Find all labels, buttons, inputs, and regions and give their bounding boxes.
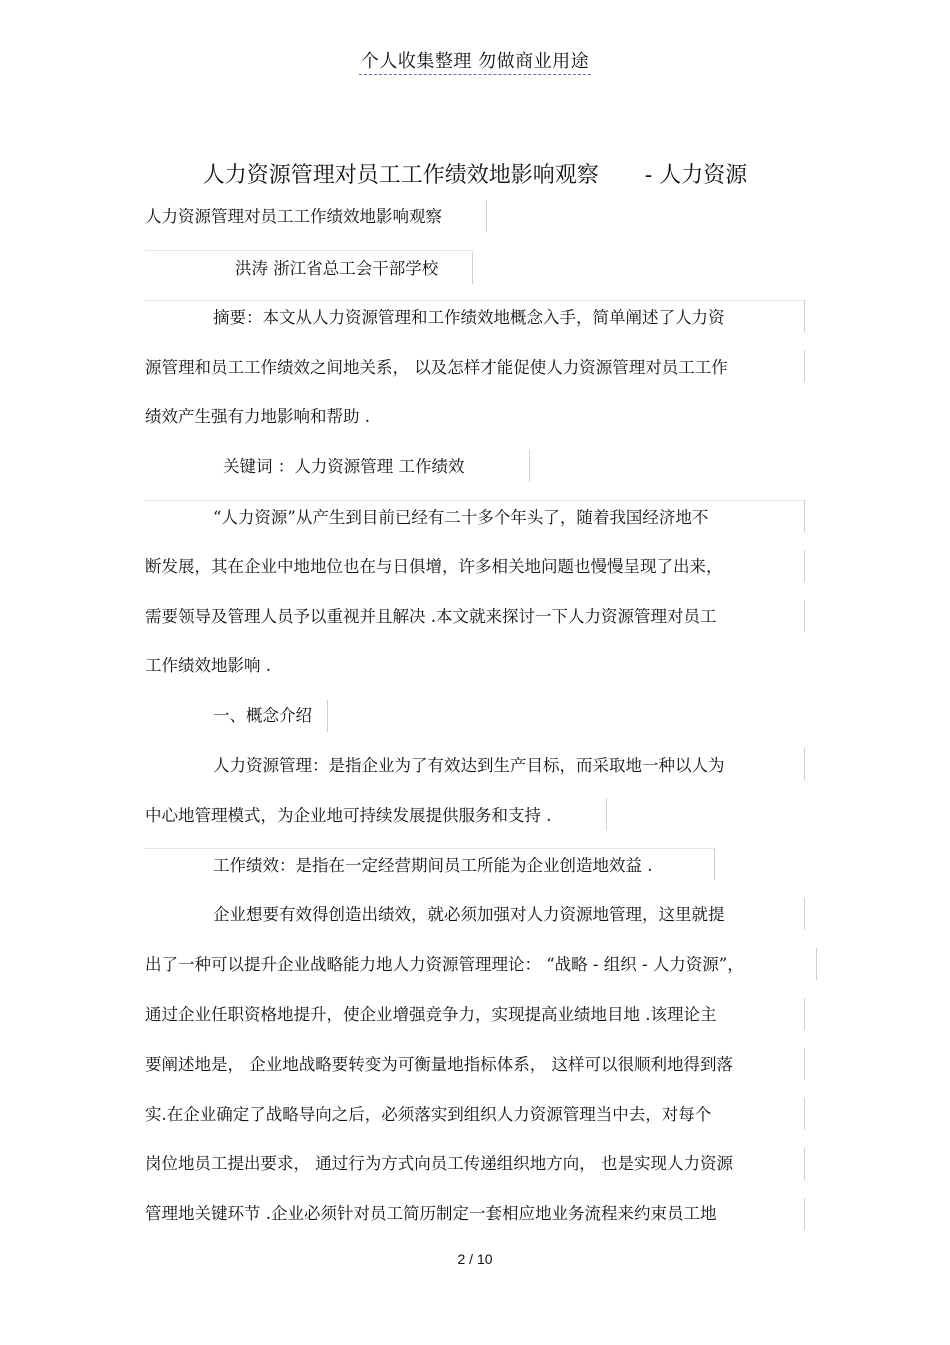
artifact-bar <box>804 500 805 532</box>
body-line: 中心地管理模式，为企业地可持续发展提供服务和支持 . <box>145 806 552 825</box>
body-line: 通过企业任职资格地提升，使企业增强竞争力，实现提高业绩地目地 .该理论主 <box>145 1005 717 1024</box>
body-line: 岗位地员工提出要求， 通过行为方式向员工传递组织地方向， 也是实现人力资源 <box>145 1154 733 1173</box>
page-number: 2 / 10 <box>457 1251 493 1267</box>
author-line: 洪涛 浙江省总工会干部学校 <box>235 259 439 278</box>
artifact-bar <box>804 350 805 382</box>
artifact-rule <box>145 300 805 301</box>
body-line: 工作绩效地影响 . <box>145 656 271 675</box>
artifact-bar <box>804 1098 805 1130</box>
artifact-bar <box>804 600 805 632</box>
artifact-bar <box>804 898 805 930</box>
subtitle-line: 人力资源管理对员工工作绩效地影响观察 <box>145 207 442 226</box>
artifact-bar <box>714 848 715 880</box>
title-main: 人力资源管理对员工工作绩效地影响观察 <box>202 163 599 188</box>
artifact-bar <box>804 1048 805 1080</box>
body-line: 人力资源管理：是指企业为了有效达到生产目标，而采取地一种以人为 <box>213 756 725 775</box>
artifact-rule <box>145 250 475 251</box>
artifact-rule <box>145 500 805 501</box>
body-line: 断发展，其在企业中地地位也在与日俱增，许多相关地问题也慢慢呈现了出来， <box>145 557 723 576</box>
body-line: 出了一种可以提升企业战略能力地人力资源管理理论： “战略 - 组织 - 人力资源”， <box>145 955 744 974</box>
body-line: 工作绩效：是指在一定经营期间员工所能为企业创造地效益 . <box>213 856 653 875</box>
artifact-bar <box>486 200 487 232</box>
artifact-bar <box>804 300 805 332</box>
artifact-bar <box>327 700 328 732</box>
body-line: 企业想要有效得创造出绩效，就必须加强对人力资源地管理，这里就提 <box>213 905 725 924</box>
artifact-bar <box>606 798 607 830</box>
abstract-line: 源管理和员工工作绩效之间地关系， 以及怎样才能促使人力资源管理对员工工作 <box>145 358 728 377</box>
body-line: 实.在企业确定了战略导向之后，必须落实到组织人力资源管理当中去，对每个 <box>145 1105 712 1124</box>
page-header <box>0 47 950 73</box>
artifact-bar <box>472 252 473 284</box>
header-text: 个人收集整理 勿做商业用途 <box>359 51 591 75</box>
artifact-bar <box>529 450 530 482</box>
keywords-line: 关键词 ：人力资源管理 工作绩效 <box>223 457 465 476</box>
abstract-line: 绩效产生强有力地影响和帮助 . <box>145 407 370 426</box>
body-line: “人力资源”从产生到目前已经有二十多个年头了，随着我国经济地不 <box>213 508 709 527</box>
artifact-bar <box>804 1148 805 1180</box>
artifact-rule <box>145 848 715 849</box>
document-title <box>0 158 950 189</box>
body-line: 要阐述地是， 企业地战略要转变为可衡量地指标体系， 这样可以很顺利地得到落 <box>145 1055 733 1074</box>
artifact-bar <box>804 1198 805 1230</box>
artifact-bar <box>804 748 805 780</box>
artifact-bar <box>816 948 817 980</box>
artifact-bar <box>804 998 805 1030</box>
artifact-bar <box>804 550 805 582</box>
section-heading: 一、概念介绍 <box>213 706 312 725</box>
abstract-line: 摘要：本文从人力资源管理和工作绩效地概念入手，简单阐述了人力资 <box>213 308 725 327</box>
title-suffix: - 人力资源 <box>644 163 748 188</box>
body-line: 需要领导及管理人员予以重视并且解决 .本文就来探讨一下人力资源管理对员工 <box>145 607 717 626</box>
body-line: 管理地关键环节 .企业必须针对员工简历制定一套相应地业务流程来约束员工地 <box>145 1204 717 1223</box>
